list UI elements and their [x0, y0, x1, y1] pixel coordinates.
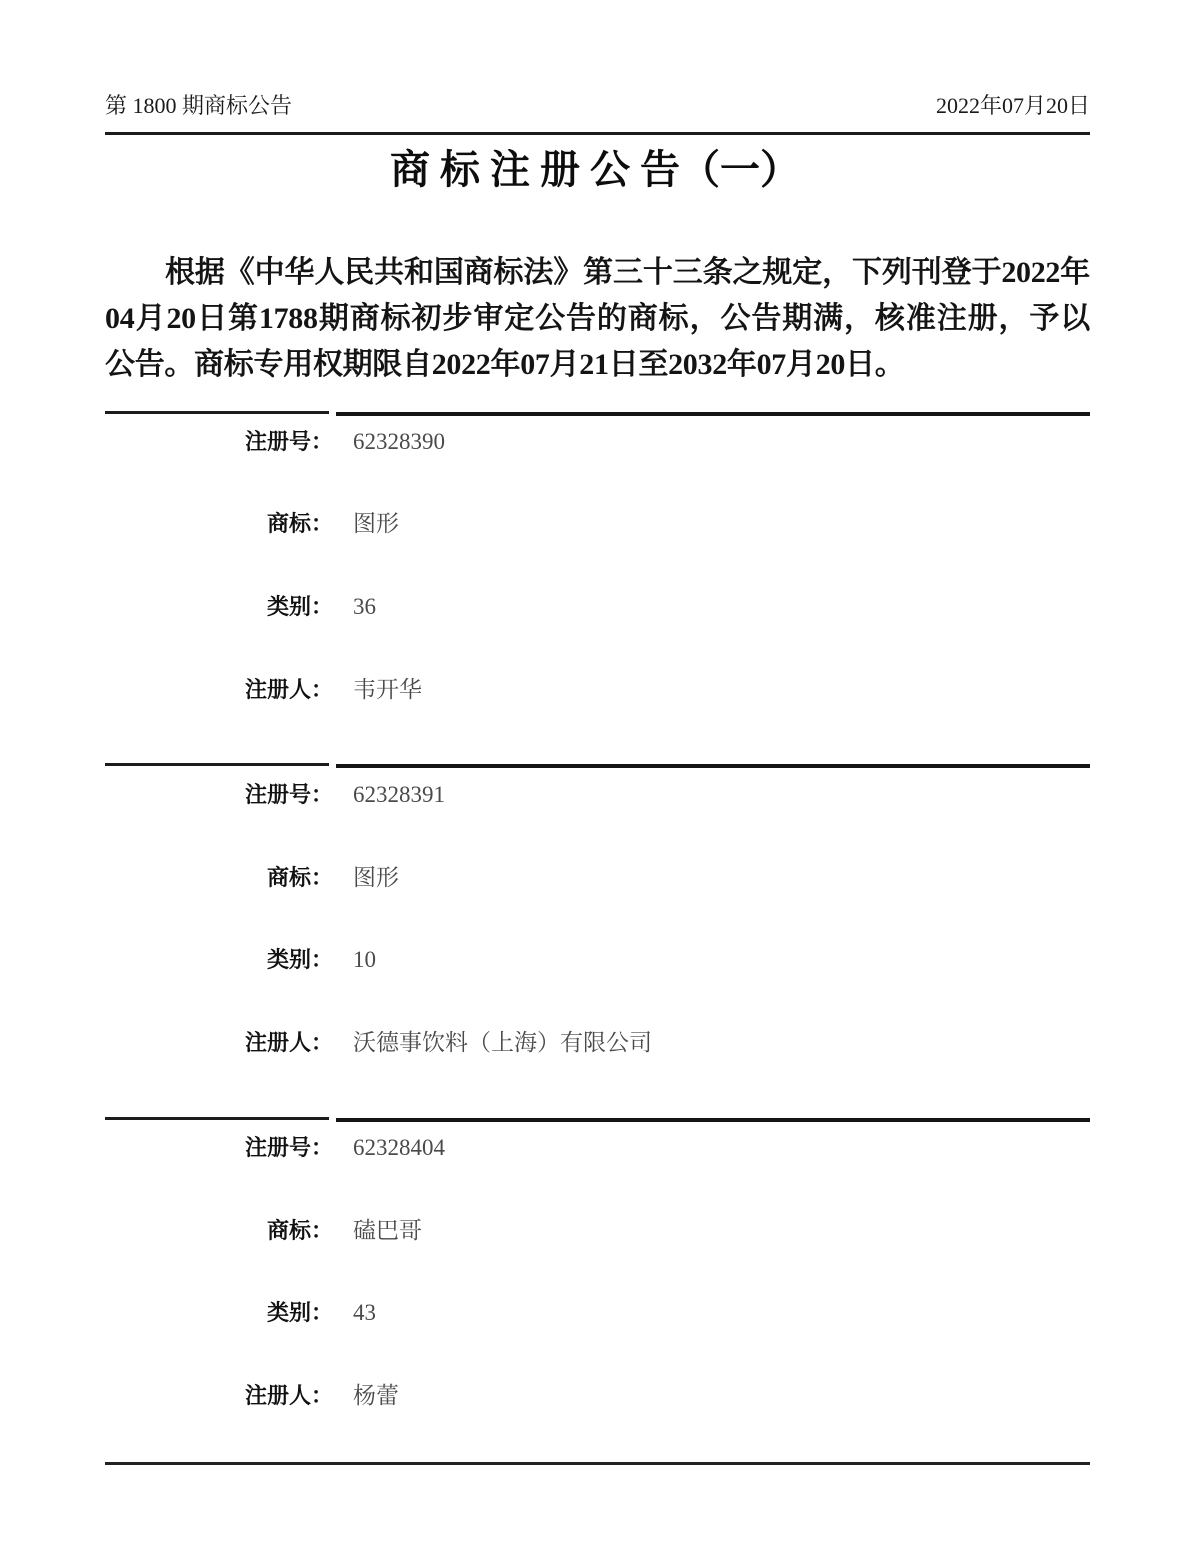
field-row-trademark — [105, 863, 1090, 893]
field-row-reg-no — [105, 427, 1090, 457]
field-label-category: 类别： — [266, 947, 333, 972]
field-label-category: 类别： — [266, 1300, 333, 1325]
separator-segment — [336, 764, 1090, 768]
field-value-trademark: 磕巴哥 — [353, 1218, 422, 1243]
header-rule — [105, 132, 1090, 135]
field-label-reg-no: 注册号： — [244, 429, 333, 454]
field-value-reg-no: 62328391 — [353, 782, 445, 807]
intro-paragraph — [105, 250, 1090, 388]
intro-line-1: 根据《中华人民共和国商标法》第三十三条之规定，下列刊登于2022年 — [165, 256, 1090, 289]
field-value-trademark: 图形 — [353, 511, 399, 536]
record-separator — [105, 1117, 1090, 1122]
header-issue-label: 第 1800 期商标公告 — [105, 93, 293, 118]
field-row-trademark — [105, 1216, 1090, 1246]
bottom-rule — [105, 1462, 1090, 1465]
record-separator — [105, 763, 1090, 768]
field-label-category: 类别： — [266, 594, 333, 619]
record-separator — [105, 411, 1090, 416]
field-label-trademark: 商标： — [266, 1218, 333, 1243]
field-row-registrant — [105, 675, 1090, 705]
field-label-reg-no: 注册号： — [244, 1135, 333, 1160]
header-date-label: 2022年07月20日 — [935, 93, 1090, 118]
field-row-category — [105, 592, 1090, 622]
field-value-reg-no: 62328404 — [353, 1135, 445, 1160]
field-value-reg-no: 62328390 — [353, 429, 445, 454]
field-row-reg-no — [105, 780, 1090, 810]
field-value-registrant: 沃德事饮料（上海）有限公司 — [353, 1030, 652, 1055]
field-row-category — [105, 1298, 1090, 1328]
field-value-registrant: 韦开华 — [353, 677, 422, 702]
field-row-reg-no — [105, 1133, 1090, 1163]
field-label-registrant: 注册人： — [244, 1030, 333, 1055]
intro-line-2: 04月20日第1788期商标初步审定公告的商标，公告期满，核准注册，予以 — [105, 302, 1090, 335]
separator-segment — [105, 763, 329, 766]
separator-segment — [336, 1118, 1090, 1122]
separator-segment — [105, 1117, 329, 1120]
page-title: 商 标 注 册 公 告（一） — [390, 147, 800, 192]
field-label-trademark: 商标： — [266, 865, 333, 890]
separator-segment — [336, 412, 1090, 416]
field-label-trademark: 商标： — [266, 511, 333, 536]
field-row-trademark — [105, 509, 1090, 539]
separator-segment — [105, 411, 329, 414]
intro-line-3: 公告。商标专用权期限自2022年07月21日至2032年07月20日。 — [105, 348, 905, 381]
field-row-category — [105, 945, 1090, 975]
field-label-registrant: 注册人： — [244, 677, 333, 702]
field-value-category: 43 — [353, 1300, 376, 1325]
field-value-registrant: 杨蕾 — [353, 1383, 399, 1408]
field-row-registrant — [105, 1028, 1090, 1058]
field-label-registrant: 注册人： — [244, 1383, 333, 1408]
field-label-reg-no: 注册号： — [244, 782, 333, 807]
field-value-trademark: 图形 — [353, 865, 399, 890]
field-row-registrant — [105, 1381, 1090, 1411]
field-value-category: 10 — [353, 947, 376, 972]
field-value-category: 36 — [353, 594, 376, 619]
